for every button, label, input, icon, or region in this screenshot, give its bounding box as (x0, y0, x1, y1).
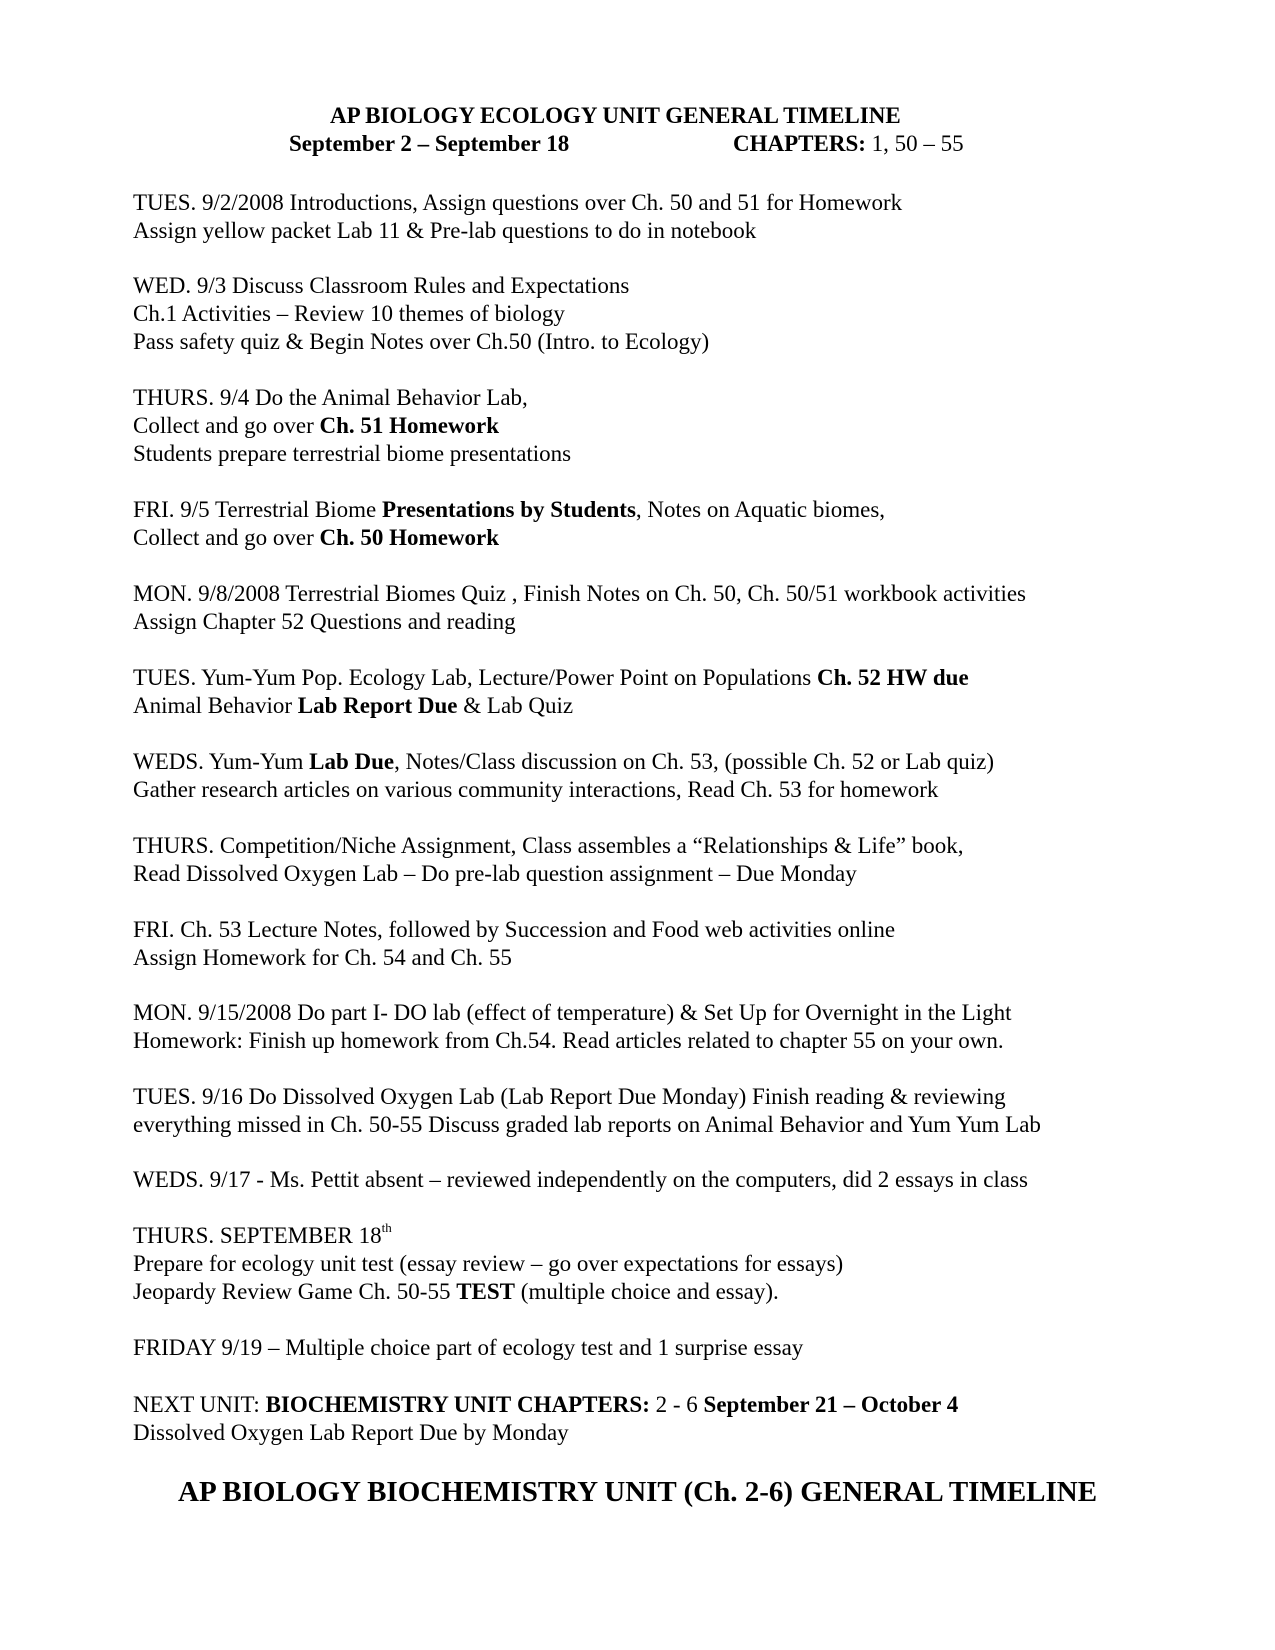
entry-line (133, 580, 1026, 608)
chapters-value: 1, 50 – 55 (871, 131, 964, 156)
entry-line (133, 189, 902, 217)
date-range: September 2 – September 18 (289, 131, 570, 156)
line-text: THURS. Competition/Niche Assignment, Class assembles a “Relationships & Life” book, (133, 833, 964, 858)
entry-line (133, 776, 938, 804)
bold-text: Ch. 52 HW due (816, 665, 969, 690)
line-text: WEDS. Yum-Yum (133, 749, 310, 774)
bold-text: Presentations by Students (382, 497, 636, 522)
line-text: MON. 9/8/2008 Terrestrial Biomes Quiz , Finish Notes on Ch. 50, Ch. 50/51 workbook activities (133, 581, 1026, 606)
entry-line (133, 1166, 1028, 1194)
bold-text: Lab Due (309, 749, 395, 774)
bold-text: Ch. 51 Homework (319, 413, 500, 438)
superscript-text: th (381, 1220, 392, 1235)
entry-line (133, 412, 499, 440)
line-text: & Lab Quiz (457, 693, 574, 718)
document-title: AP BIOLOGY ECOLOGY UNIT GENERAL TIMELINE (330, 103, 901, 128)
line-text: Assign yellow packet Lab 11 & Pre-lab questions to do in notebook (133, 218, 757, 243)
line-text: Read Dissolved Oxygen Lab – Do pre-lab question assignment – Due Monday (133, 861, 857, 886)
line-text: MON. 9/15/2008 Do part I- DO lab (effect of temperature) & Set Up for Overnight in the Light (133, 1000, 1012, 1025)
entry-line (133, 524, 499, 552)
entry-line (133, 272, 629, 300)
line-text: THURS. 9/4 Do the Animal Behavior Lab, (133, 385, 528, 410)
line-text: NEXT UNIT: (133, 1392, 266, 1417)
line-text: FRI. Ch. 53 Lecture Notes, followed by Succession and Food web activities online (133, 917, 896, 942)
bold-text: Ch. 50 Homework (319, 525, 500, 550)
entry-line (133, 832, 963, 860)
bold-text: Lab Report Due (297, 693, 458, 718)
bold-text: TEST (456, 1279, 516, 1304)
entry-line (133, 1111, 1041, 1139)
chapters-heading (733, 131, 964, 157)
line-text: FRIDAY 9/19 – Multiple choice part of ecology test and 1 surprise essay (133, 1335, 804, 1360)
line-text: Assign Homework for Ch. 54 and Ch. 55 (133, 945, 512, 970)
entry-line (133, 328, 709, 356)
entry-line (133, 944, 512, 972)
next-unit-title: AP BIOLOGY BIOCHEMISTRY UNIT (Ch. 2-6) GENERAL TIMELINE (178, 1476, 1098, 1508)
entry-line (133, 384, 528, 412)
entry-line (133, 999, 1011, 1027)
entry-line (133, 217, 756, 245)
line-text: Ch.1 Activities – Review 10 themes of biology (133, 301, 565, 326)
line-text: (multiple choice and essay). (515, 1279, 779, 1304)
entry-line (133, 1419, 569, 1447)
line-text: 2 - 6 (649, 1392, 704, 1417)
bold-text: BIOCHEMISTRY UNIT (265, 1392, 512, 1417)
entry-line (133, 1222, 392, 1250)
line-text: Collect and go over (133, 525, 320, 550)
line-text: Pass safety quiz & Begin Notes over Ch.50 (Intro. to Ecology) (133, 329, 710, 354)
line-text: FRI. 9/5 Terrestrial Biome (133, 497, 383, 522)
entry-line (133, 916, 895, 944)
chapters-label: CHAPTERS: (733, 131, 866, 156)
entry-line (133, 1027, 1004, 1055)
entry-line (133, 1334, 803, 1362)
entry-line (133, 440, 571, 468)
entry-line (133, 692, 573, 720)
entry-line (133, 860, 857, 888)
line-text: WEDS. 9/17 - Ms. Pettit absent – reviewed independently on the computers, did 2 essays in class (133, 1167, 1028, 1192)
line-text: WED. 9/3 Discuss Classroom Rules and Expectations (133, 273, 630, 298)
entry-line (133, 608, 516, 636)
line-text: everything missed in Ch. 50-55 Discuss graded lab reports on Animal Behavior and Yum Yum Lab (133, 1112, 1041, 1137)
entry-line (133, 664, 969, 692)
line-text: , Notes/Class discussion on Ch. 53, (possible Ch. 52 or Lab quiz) (394, 749, 995, 774)
bold-text: CHAPTERS: (516, 1392, 650, 1417)
line-text: Animal Behavior (133, 693, 298, 718)
entry-line (133, 300, 565, 328)
line-text: Collect and go over (133, 413, 320, 438)
bold-text: September 21 – October 4 (703, 1392, 959, 1417)
entry-line (133, 1083, 1006, 1111)
line-text: Prepare for ecology unit test (essay review – go over expectations for essays) (133, 1251, 844, 1276)
line-text: Homework: Finish up homework from Ch.54. Read articles related to chapter 55 on your own. (133, 1028, 1004, 1053)
line-text: TUES. 9/2/2008 Introductions, Assign questions over Ch. 50 and 51 for Homework (133, 190, 903, 215)
line-text: TUES. 9/16 Do Dissolved Oxygen Lab (Lab Report Due Monday) Finish reading & reviewing (133, 1084, 1006, 1109)
line-text: Dissolved Oxygen Lab Report Due by Monday (133, 1420, 569, 1445)
entry-line (133, 1391, 958, 1419)
entry-line (133, 748, 994, 776)
line-text: TUES. Yum-Yum Pop. Ecology Lab, Lecture/Power Point on Populations (133, 665, 817, 690)
line-text: Jeopardy Review Game Ch. 50-55 (133, 1279, 457, 1304)
line-text: , Notes on Aquatic biomes, (635, 497, 886, 522)
entry-line (133, 1250, 843, 1278)
line-text: THURS. SEPTEMBER 18 (133, 1223, 382, 1248)
line-text: Students prepare terrestrial biome presentations (133, 441, 572, 466)
line-text: Assign Chapter 52 Questions and reading (133, 609, 516, 634)
entry-line (133, 1278, 779, 1306)
line-text: Gather research articles on various community interactions, Read Ch. 53 for homework (133, 777, 939, 802)
entry-line (133, 496, 885, 524)
